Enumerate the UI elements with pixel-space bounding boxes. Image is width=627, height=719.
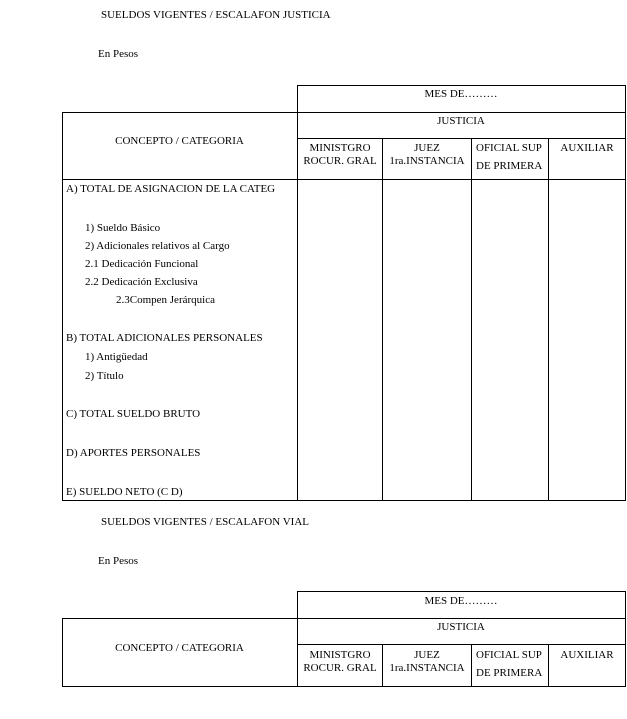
row-titulo: 2) Título <box>85 370 124 382</box>
row-total-asignacion: A) TOTAL DE ASIGNACION DE LA CATEG <box>66 183 276 195</box>
col-juez-line2: 1ra.INSTANCIA <box>389 155 465 167</box>
col-juez-line1-2: JUEZ <box>414 649 440 661</box>
concepto-header-2: CONCEPTO / CATEGORIA <box>115 642 244 654</box>
justicia-header: JUSTICIA <box>437 115 485 127</box>
row-antiguedad: 1) Antigüedad <box>85 351 148 363</box>
row-dedicacion-funcional: 2.1 Dedicación Funcional <box>85 258 199 270</box>
col-auxiliar-2: AUXILIAR <box>560 649 614 661</box>
col-ministgro-line1: MINISTGRO <box>309 142 371 154</box>
section2-unit: En Pesos <box>98 555 139 567</box>
mes-header-2: MES DE……… <box>424 595 498 607</box>
col-ministgro-line1-2: MINISTGRO <box>309 649 371 661</box>
col-ministgro-line2-2: ROCUR. GRAL <box>303 662 377 674</box>
col-juez-line2-2: 1ra.INSTANCIA <box>389 662 465 674</box>
justicia-header-2: JUSTICIA <box>437 621 485 633</box>
row-aportes: D) APORTES PERSONALES <box>66 447 201 459</box>
concepto-header: CONCEPTO / CATEGORIA <box>115 135 244 147</box>
col-oficial-line1-2: OFICIAL SUP <box>476 649 542 661</box>
col-oficial-line2: DE PRIMERA <box>476 160 543 172</box>
section2-title: SUELDOS VIGENTES / ESCALAFON VIAL <box>101 516 309 528</box>
row-dedicacion-exclusiva: 2.2 Dedicación Exclusiva <box>85 276 198 288</box>
col-auxiliar: AUXILIAR <box>560 142 614 154</box>
section1-title: SUELDOS VIGENTES / ESCALAFON JUSTICIA <box>101 9 331 21</box>
row-sueldo-bruto: C) TOTAL SUELDO BRUTO <box>66 408 201 420</box>
row-compen-jerarquica: 2.3Compen Jerárquica <box>116 294 215 306</box>
row-sueldo-basico: 1) Sueldo Básico <box>85 222 161 234</box>
col-oficial-line1: OFICIAL SUP <box>476 142 542 154</box>
section1-unit: En Pesos <box>98 48 139 60</box>
col-ministgro-line2: ROCUR. GRAL <box>303 155 377 167</box>
col-juez-line1: JUEZ <box>414 142 440 154</box>
row-total-adicionales: B) TOTAL ADICIONALES PERSONALES <box>66 332 263 344</box>
row-sueldo-neto: E) SUELDO NETO (C D) <box>66 486 183 498</box>
col-oficial-line2-2: DE PRIMERA <box>476 667 543 679</box>
row-adicionales-cargo: 2) Adicionales relativos al Cargo <box>85 240 230 252</box>
mes-header: MES DE……… <box>424 88 498 100</box>
